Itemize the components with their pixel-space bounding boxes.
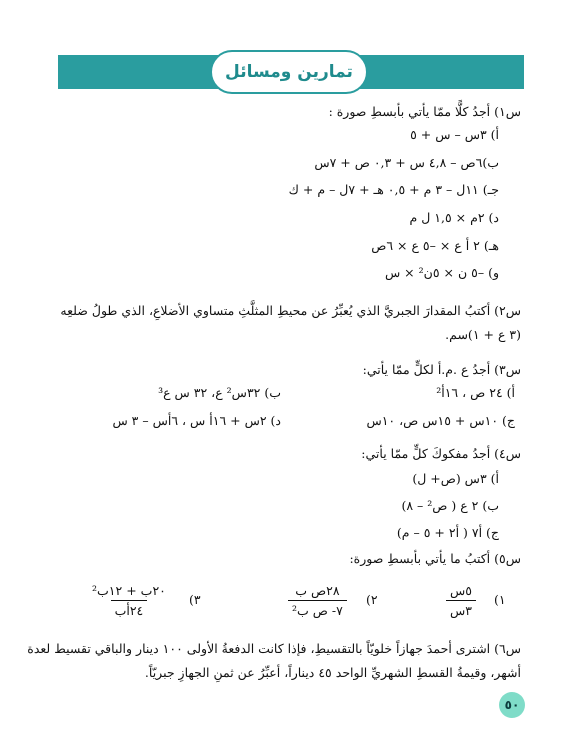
q5-fraction-1	[446, 583, 476, 618]
q2-line-1: س٢) أكتبُ المقدارَ الجبريَّ الذي يُعبِّرُ عن محيطِ المثلَّثِ متساوي الأضلاعِ، الذي طولُ ضلعِه	[60, 303, 521, 318]
q6-line-1: س٦) اشترى أحمدَ جهازاً خلويّاً بالتقسيطِ، فإذا كانت الدفعةُ الأولى ١٠٠ دينار والباقي تقسيط لعدة	[27, 641, 521, 656]
q5-fraction-2	[288, 583, 347, 618]
q4-item-b: ب) ٢ ع ( ص² – ٨)	[401, 498, 499, 513]
q5-fraction-3	[88, 583, 170, 618]
q5-frac-2-label: ٢)	[366, 592, 378, 607]
page-title: تمارين ومسائل	[225, 62, 353, 82]
q1-item-d: د) ٢م × ١,٥ ل م	[409, 210, 499, 225]
page-number: ٥٠	[504, 698, 520, 712]
q3-item-c: ج) ١٠س + ١٥س ص، ١٠س	[366, 413, 515, 428]
q1-item-f: و) –٥ ن × ٥ن² × س	[384, 265, 499, 280]
q1-item-e: هـ) ٢ أ ع × –٥ ع × ٦ص	[371, 238, 499, 253]
q3-prompt: س٣) أجدُ ع .م.أ لكلٍّ ممّا يأتي:	[362, 362, 521, 377]
q4-prompt: س٤) أجدُ مفكوكَ كلٍّ ممّا يأتي:	[361, 446, 521, 461]
q5-frac-3-num: ٢٠ب + ١٢ب²	[92, 583, 166, 598]
q1-item-a: أ) ٣س – س + ٥	[410, 127, 499, 142]
q5-frac-2-num: ٢٨ص ب	[295, 583, 340, 598]
q4-item-a: أ) ٣س (ص+ ل)	[412, 471, 499, 486]
q3-item-b: ب) ٣٢س² ع، ٣٢ س ع³	[158, 385, 281, 400]
q5-frac-1-num: ٥س	[450, 583, 472, 598]
q1-item-b: ب)٦ص – ٤,٨ س + ٠,٣ ص + ٧س	[314, 155, 499, 170]
header-title-pill	[210, 50, 368, 94]
q5-frac-1-den: ٣س	[446, 600, 476, 618]
q3-item-a: أ) ٢٤ ص ، ١٦أ²	[436, 385, 515, 400]
q5-frac-2-den: ٧- ص ب²	[288, 600, 347, 618]
q5-frac-3-den: ٢٤أب	[111, 600, 148, 618]
q4-item-c: ج) أ٧ ( أ٢ + ٥ – م)	[396, 525, 499, 540]
q5-prompt: س٥) أكتبُ ما يأتي بأبسطِ صورة:	[349, 551, 521, 566]
q3-item-d: د) ٢س + ١٦أ س ، ٦أس – ٣ س	[112, 413, 281, 428]
q1-item-c: جـ) ١١ل – ٣ م + ٠,٥ هـ + ٧ل – م + ك	[288, 182, 499, 197]
q5-frac-3-label: ٣)	[189, 592, 201, 607]
q2-line-2: (٣ ع + ١)سم.	[445, 327, 521, 342]
page-number-badge	[499, 692, 525, 718]
q6-line-2: أشهر، وقيمةُ القسطِ الشهريِّ الواحد ٤٥ ديناراً، أعبِّرُ عن ثمنِ الجهازِ جبريّاً.	[144, 665, 521, 680]
q5-frac-1-label: ١)	[494, 592, 506, 607]
q1-prompt: س١) أجدُ كلًّا ممّا يأتي بأبسطِ صورة :	[328, 104, 521, 119]
